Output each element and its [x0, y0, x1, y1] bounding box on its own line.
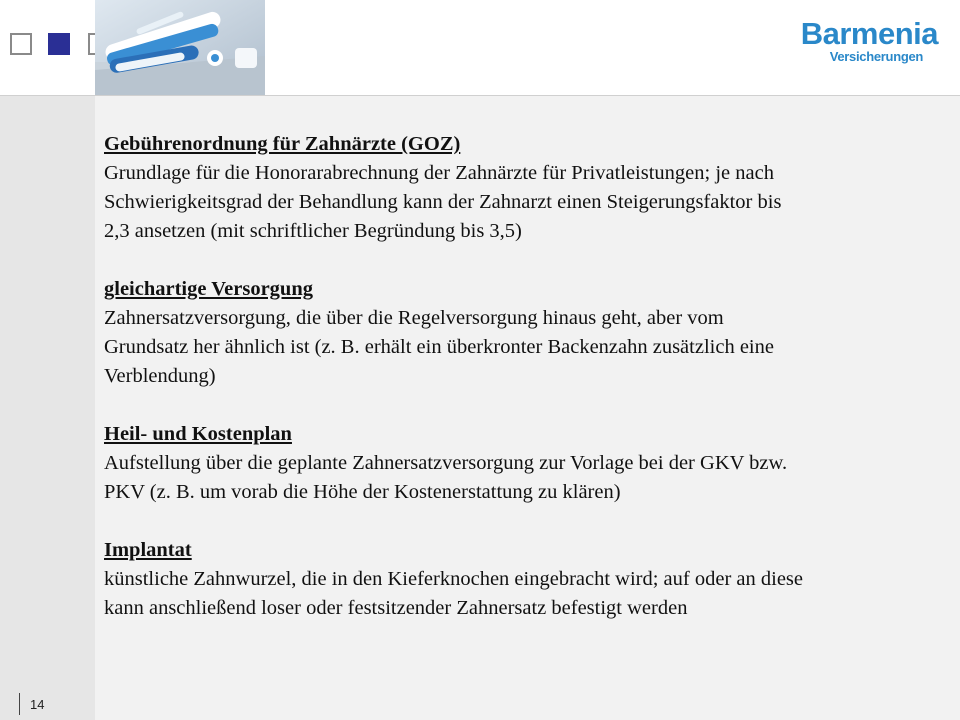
definition-line: PKV (z. B. um vorab die Höhe der Kostenerstattung zu klären) — [104, 481, 621, 503]
glossary-term: Gebührenordnung für Zahnärzte (GOZ) — [104, 133, 461, 155]
glossary-term: Implantat — [104, 539, 192, 561]
glossary-entry-implantat — [104, 536, 944, 623]
definition-line: Verblendung) — [104, 365, 216, 387]
definition-line: Grundsatz her ähnlich ist (z. B. erhält ein überkronter Backenzahn zusätzlich eine — [104, 336, 774, 358]
definition-line: 2,3 ansetzen (mit schriftlicher Begründung bis 3,5) — [104, 220, 522, 242]
glossary-entry-goz — [104, 130, 944, 246]
definition-line: künstliche Zahnwurzel, die in den Kieferknochen eingebracht wird; auf oder an diese — [104, 568, 804, 590]
glossary-entry-gleichartige-versorgung — [104, 275, 944, 391]
toothbrush-photo — [95, 0, 265, 95]
glossary-content — [104, 130, 944, 652]
glossary-term: gleichartige Versorgung — [104, 278, 313, 300]
filled-square-icon — [48, 33, 70, 55]
page-number-divider — [19, 693, 20, 715]
definition-line: Schwierigkeitsgrad der Behandlung kann der Zahnarzt einen Steigerungsfaktor bis — [104, 191, 782, 213]
outline-square-icon — [10, 33, 32, 55]
slide-header — [0, 0, 960, 96]
barmenia-logo — [801, 18, 938, 64]
glossary-entry-heil-und-kostenplan — [104, 420, 944, 507]
glossary-term: Heil- und Kostenplan — [104, 423, 292, 445]
definition-line: Zahnersatzversorgung, die über die Regelversorgung hinaus geht, aber vom — [104, 307, 724, 329]
definition-line: Aufstellung über die geplante Zahnersatzversorgung zur Vorlage bei der GKV bzw. — [104, 452, 788, 474]
definition-line: kann anschließend loser oder festsitzender Zahnersatz befestigt werden — [104, 597, 688, 619]
logo-wordmark: Barmenia — [800, 16, 938, 51]
page-number: 14 — [30, 697, 45, 712]
logo-subtitle: Versicherungen — [829, 49, 924, 64]
definition-line: Grundlage für die Honorarabrechnung der Zahnärzte für Privatleistungen; je nach — [104, 162, 774, 184]
left-sidebar-band — [0, 0, 95, 720]
